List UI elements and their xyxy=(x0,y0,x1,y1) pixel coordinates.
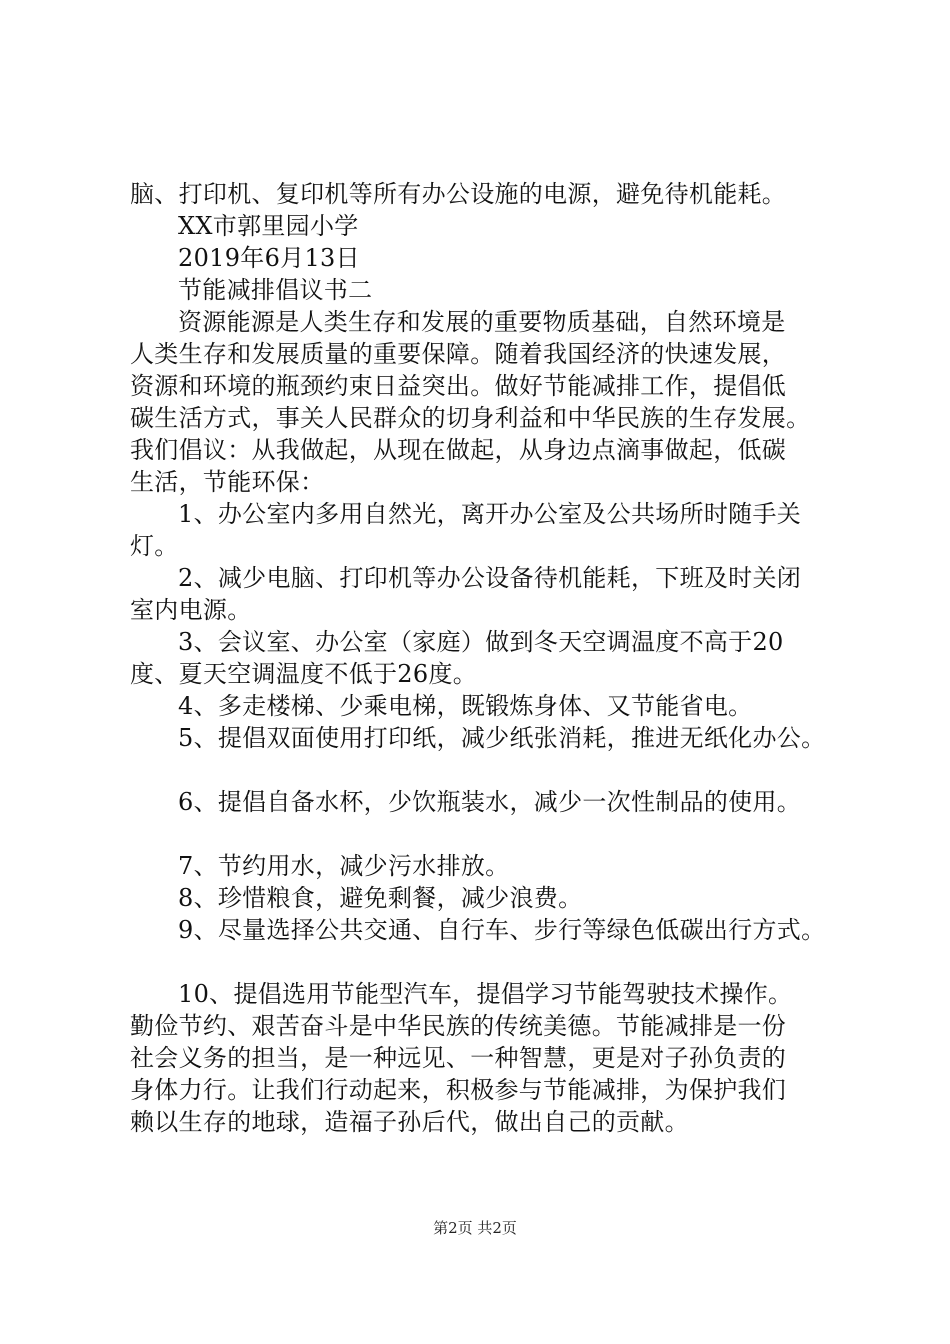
school-name: XX市郭里园小学 xyxy=(178,212,359,240)
list-item: 10、提倡选用节能型汽车，提倡学习节能驾驶技术操作。 xyxy=(178,980,793,1008)
list-item: 3、会议室、办公室（家庭）做到冬天空调温度不高于20 xyxy=(178,628,784,656)
list-item: 5、提倡双面使用打印纸，减少纸张消耗，推进无纸化办公。 xyxy=(178,724,826,752)
list-item: 7、节约用水，减少污水排放。 xyxy=(178,852,510,880)
text-line: 社会义务的担当，是一种远见、一种智慧，更是对子孙负责的 xyxy=(130,1044,787,1072)
text-line: 身体力行。让我们行动起来，积极参与节能减排，为保护我们 xyxy=(130,1076,787,1104)
list-item-continuation: 灯。 xyxy=(130,532,179,560)
list-item-continuation: 室内电源。 xyxy=(130,596,252,624)
text-line: 生活，节能环保： xyxy=(130,468,325,496)
section-title: 节能减排倡议书二 xyxy=(178,276,373,304)
text-line: 人类生存和发展质量的重要保障。随着我国经济的快速发展， xyxy=(130,340,787,368)
list-item: 6、提倡自备水杯，少饮瓶装水，减少一次性制品的使用。 xyxy=(178,788,802,816)
text-line: 资源和环境的瓶颈约束日益突出。做好节能减排工作，提倡低 xyxy=(130,372,787,400)
text-line: 碳生活方式，事关人民群众的切身利益和中华民族的生存发展。 xyxy=(130,404,811,432)
list-item: 8、珍惜粮食，避免剩餐，减少浪费。 xyxy=(178,884,583,912)
document-date: 2019年6月13日 xyxy=(178,244,360,272)
text-line: 资源能源是人类生存和发展的重要物质基础，自然环境是 xyxy=(178,308,786,336)
list-item: 1、办公室内多用自然光，离开办公室及公共场所时随手关 xyxy=(178,500,802,528)
text-line: 赖以生存的地球，造福子孙后代，做出自己的贡献。 xyxy=(130,1108,689,1136)
list-item: 2、减少电脑、打印机等办公设备待机能耗，下班及时关闭 xyxy=(178,564,802,592)
list-item-continuation: 度、夏天空调温度不低于26度。 xyxy=(130,660,478,688)
list-item: 9、尽量选择公共交通、自行车、步行等绿色低碳出行方式。 xyxy=(178,916,826,944)
text-line: 勤俭节约、艰苦奋斗是中华民族的传统美德。节能减排是一份 xyxy=(130,1012,787,1040)
page-number-footer: 第2页 共2页 xyxy=(433,1219,517,1237)
text-line: 脑、打印机、复印机等所有办公设施的电源，避免待机能耗。 xyxy=(130,180,787,208)
list-item: 4、多走楼梯、少乘电梯，既锻炼身体、又节能省电。 xyxy=(178,692,753,720)
text-line: 我们倡议：从我做起，从现在做起，从身边点滴事做起，低碳 xyxy=(130,436,787,464)
